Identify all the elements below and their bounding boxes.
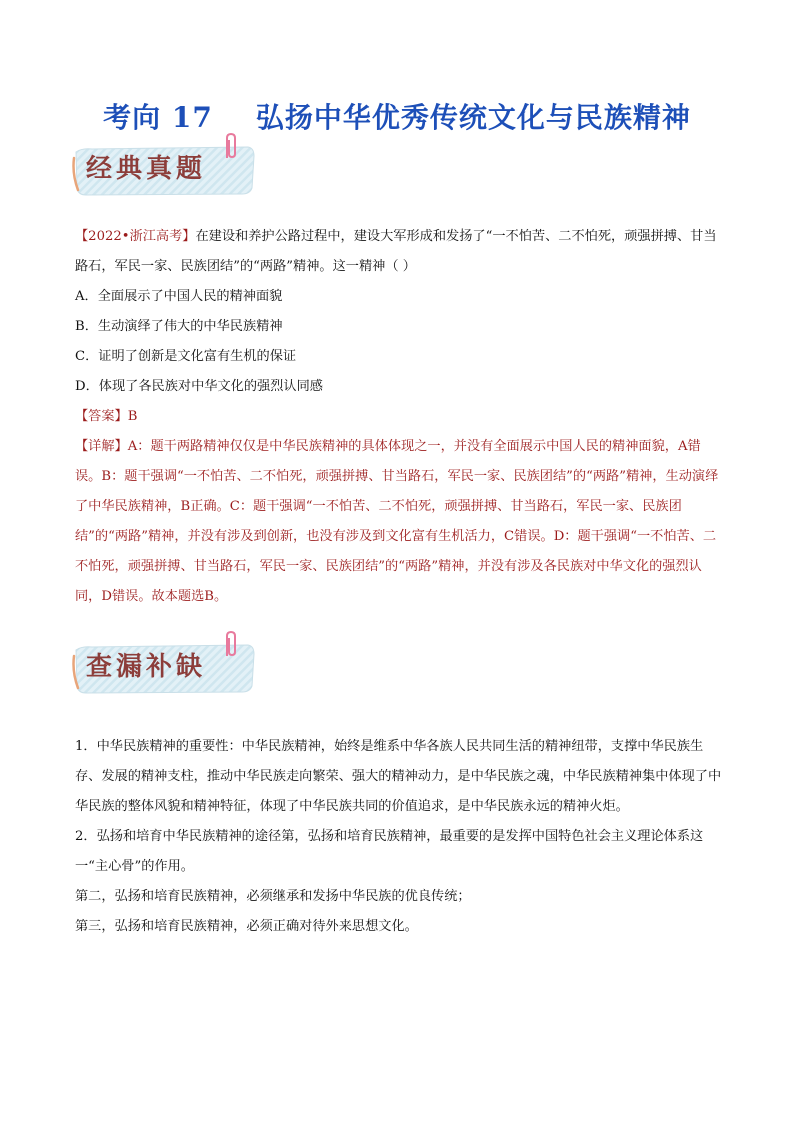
page-title: 考向 17 弘扬中华优秀传统文化与民族精神	[103, 101, 691, 134]
option-c: C．证明了创新是文化富有生机的保证	[75, 349, 297, 364]
detail-text: A：题干两路精神仅仅是中华民族精神的具体体现之一，并没有全面展示中国人民的精神面貌，A错误。B：题干强调“一不怕苦、二不怕死，顽强拼搏、甘当路石，军民一家、民族团结”的“两路”精神，生动演绎了中华民族精神，B正确。C：题干强调“一不怕苦、二不怕死，顽强拼搏、甘当路石，军民一家、民族团结”的“两路”精神，并没有涉及到创新，也没有涉及到文化富有生机活力，C错误。D：题干强调“一不怕苦、二不怕死，顽强拼搏、甘当路石，军民一家、民族团结”的“两路”精神，并没有涉及各民族对中华文化的强烈认同，D错误。故本题选B。	[75, 439, 719, 604]
answer-label: 【答案】	[75, 409, 128, 424]
review-paragraph-1: 1．中华民族精神的重要性：中华民族精神，始终是维系中华各族人民共同生活的精神纽带，支撑中华民族生存、发展的精神支柱，推动中华民族走向繁荣、强大的精神动力，是中华民族之魂，中华民族精神集中体现了中华民族的整体风貌和精神特征，体现了中华民族共同的价值追求，是中华民族永远的精神火炬。	[75, 739, 722, 814]
paperclip-icon	[222, 132, 240, 162]
review-banner	[72, 636, 258, 696]
question-source: 【2022•浙江高考】	[75, 229, 196, 244]
review-paragraph-4: 第三，弘扬和培育民族精神，必须正确对待外来思想文化。	[75, 919, 418, 934]
review-paragraph-2: 2．弘扬和培育中华民族精神的途径第，弘扬和培育民族精神，最重要的是发挥中国特色社会主义理论体系这一“主心骨”的作用。	[75, 829, 704, 874]
review-paragraph-3: 第二，弘扬和培育民族精神，必须继承和发扬中华民族的优良传统；	[75, 889, 471, 904]
detail-paragraph	[75, 432, 725, 612]
option-d: D．体现了各民族对中华文化的强烈认同感	[75, 379, 323, 394]
banner-title-review: 查漏补缺	[86, 652, 207, 682]
answer-line	[75, 402, 725, 432]
classic-questions-banner	[72, 138, 258, 198]
question-stem	[75, 222, 725, 282]
review-content	[75, 732, 725, 942]
detail-label: 【详解】	[75, 439, 128, 454]
classic-question	[75, 222, 725, 612]
banner-title-classic: 经典真题	[86, 154, 207, 184]
option-a: A．全面展示了中国人民的精神面貌	[75, 289, 283, 304]
option-b: B．生动演绎了伟大的中华民族精神	[75, 319, 283, 334]
paperclip-icon	[222, 630, 240, 660]
question-stem-text: 在建设和养护公路过程中，建设大军形成和发扬了“一不怕苦、二不怕死，顽强拼搏、甘当路石，军民一家、民族团结”的“两路”精神。这一精神（ ）	[75, 229, 717, 274]
answer-value: B	[127, 409, 138, 424]
